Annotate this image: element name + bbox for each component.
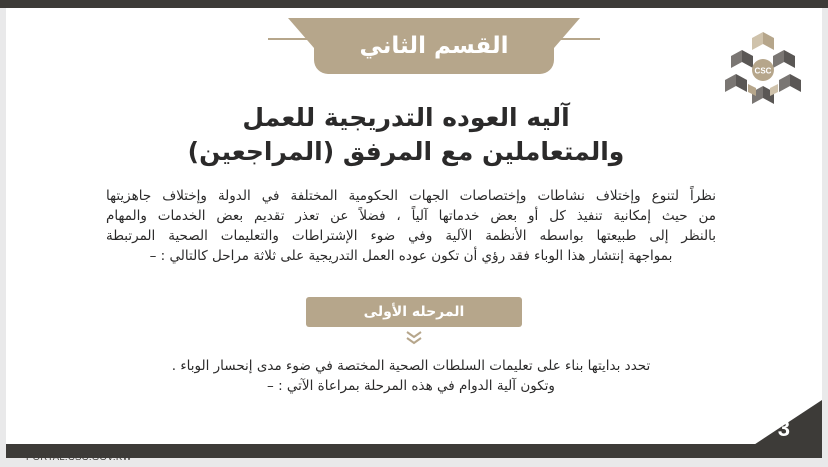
section-tab xyxy=(314,18,554,74)
footer-url: PORTAL.CSC.GOV.KW xyxy=(26,452,132,463)
slide xyxy=(6,8,822,458)
stage-note-line1: تحدد بدايتها بناء على تعليمات السلطات الصحية المختصة في ضوء مدى إنحسار الوباء . xyxy=(171,358,651,374)
top-border xyxy=(0,0,828,8)
paragraph-line: بمواجهة إنتشار هذا الوباء فقد رؤي أن تكون عوده العمل التدريجية على ثلاثة مراحل كالتالي : – xyxy=(149,248,673,264)
intro-paragraph xyxy=(106,186,716,266)
paragraph-line: نظراً لتنوع وإختلاف نشاطات وإختصاصات الجهات الحكومية المختلفة في الدولة وإختلاف جاهزيتها xyxy=(106,188,716,204)
section-title: القسم الثاني xyxy=(359,33,509,59)
stage-one-box xyxy=(306,297,522,327)
slide-title-line2: والمتعاملين مع المرفق (المراجعين) xyxy=(187,137,625,166)
stage-one-label: المرحله الأولى xyxy=(363,304,465,320)
logo-text: CSC xyxy=(754,66,772,76)
stage-note-line2: وتكون آلية الدوام في هذه المرحلة بمراعاة الآتي : – xyxy=(267,378,555,394)
paragraph-line: من حيث إمكانية تنفيذ كل أو بعض خدماتها آلياً ، فضلاً عن تعذر تقديم بعض الخدمات والمهام xyxy=(106,208,716,224)
paragraph-line: بالنظر إلى طبيعتها بواسطه الأنظمة الآلية وفي ضوء الإشتراطات والتعليمات الصحية المرتبطة xyxy=(106,228,716,244)
double-chevron-down-icon xyxy=(404,330,424,346)
page-number: 3 xyxy=(777,416,790,441)
slide-title-line1: آليه العوده التدريجية للعمل xyxy=(242,103,570,132)
csc-logo xyxy=(722,28,804,110)
